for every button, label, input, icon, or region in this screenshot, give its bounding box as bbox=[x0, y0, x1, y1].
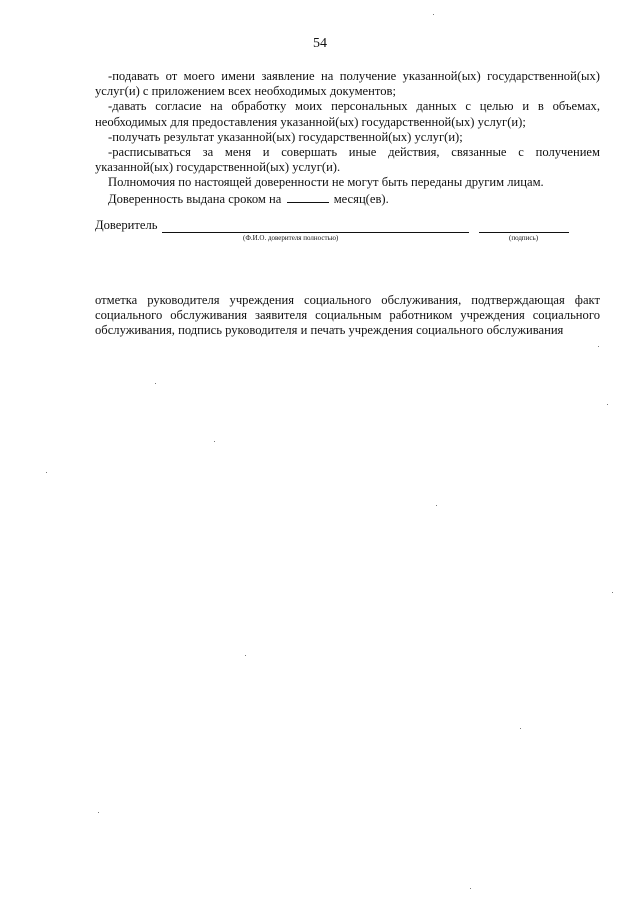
signer-signature-caption: (подпись) bbox=[509, 234, 539, 242]
signer-signature-line[interactable] bbox=[479, 232, 569, 233]
scan-speck bbox=[433, 14, 434, 15]
authority-item-sign: -расписываться за меня и совершать иные действия, связанные с получением указанной(ых) государственной(ых) услуг(и). bbox=[95, 145, 600, 175]
signer-label: Доверитель bbox=[95, 218, 158, 232]
signer-fio-caption: (Ф.И.О. доверителя полностью) bbox=[243, 234, 339, 242]
authority-item-receive: -получать результат указанной(ых) государственной(ых) услуг(и); bbox=[108, 129, 463, 144]
scan-speck bbox=[598, 346, 599, 347]
no-transfer-clause: Полномочия по настоящей доверенности не могут быть переданы другим лицам. bbox=[108, 175, 544, 190]
term-months-blank[interactable] bbox=[287, 191, 329, 203]
director-note-block bbox=[95, 293, 600, 339]
scan-speck bbox=[46, 472, 47, 473]
authority-list bbox=[95, 69, 600, 207]
scan-speck bbox=[214, 441, 215, 442]
signer-fio-line[interactable] bbox=[162, 232, 469, 233]
term-prefix: Доверенность выдана сроком на bbox=[108, 191, 282, 206]
term-clause bbox=[95, 191, 600, 207]
scan-speck bbox=[612, 592, 613, 593]
scan-speck bbox=[607, 404, 608, 405]
scan-speck bbox=[436, 505, 437, 506]
term-suffix: месяц(ев). bbox=[333, 191, 389, 206]
scan-speck bbox=[98, 812, 99, 813]
authority-item-consent: -давать согласие на обработку моих персональных данных с целью и в объемах, необходимых для предоставления указанной(ых) государственной(ых) услуг(и); bbox=[95, 99, 600, 129]
scan-speck bbox=[470, 888, 471, 889]
scan-speck bbox=[155, 383, 156, 384]
signer-row bbox=[95, 218, 575, 248]
director-note: отметка руководителя учреждения социального обслуживания, подтверждающая факт социального обслуживания заявителя социальным работником учреждения социального обслуживания, подпись руководителя и печать учреждения социального обслуживания bbox=[95, 293, 600, 338]
page-number: 54 bbox=[313, 36, 327, 51]
authority-item-submit: -подавать от моего имени заявление на получение указанной(ых) государственной(ых) услуг(и) с приложением всех необходимых документов; bbox=[95, 69, 600, 99]
scan-speck bbox=[520, 728, 521, 729]
scan-speck bbox=[245, 655, 246, 656]
